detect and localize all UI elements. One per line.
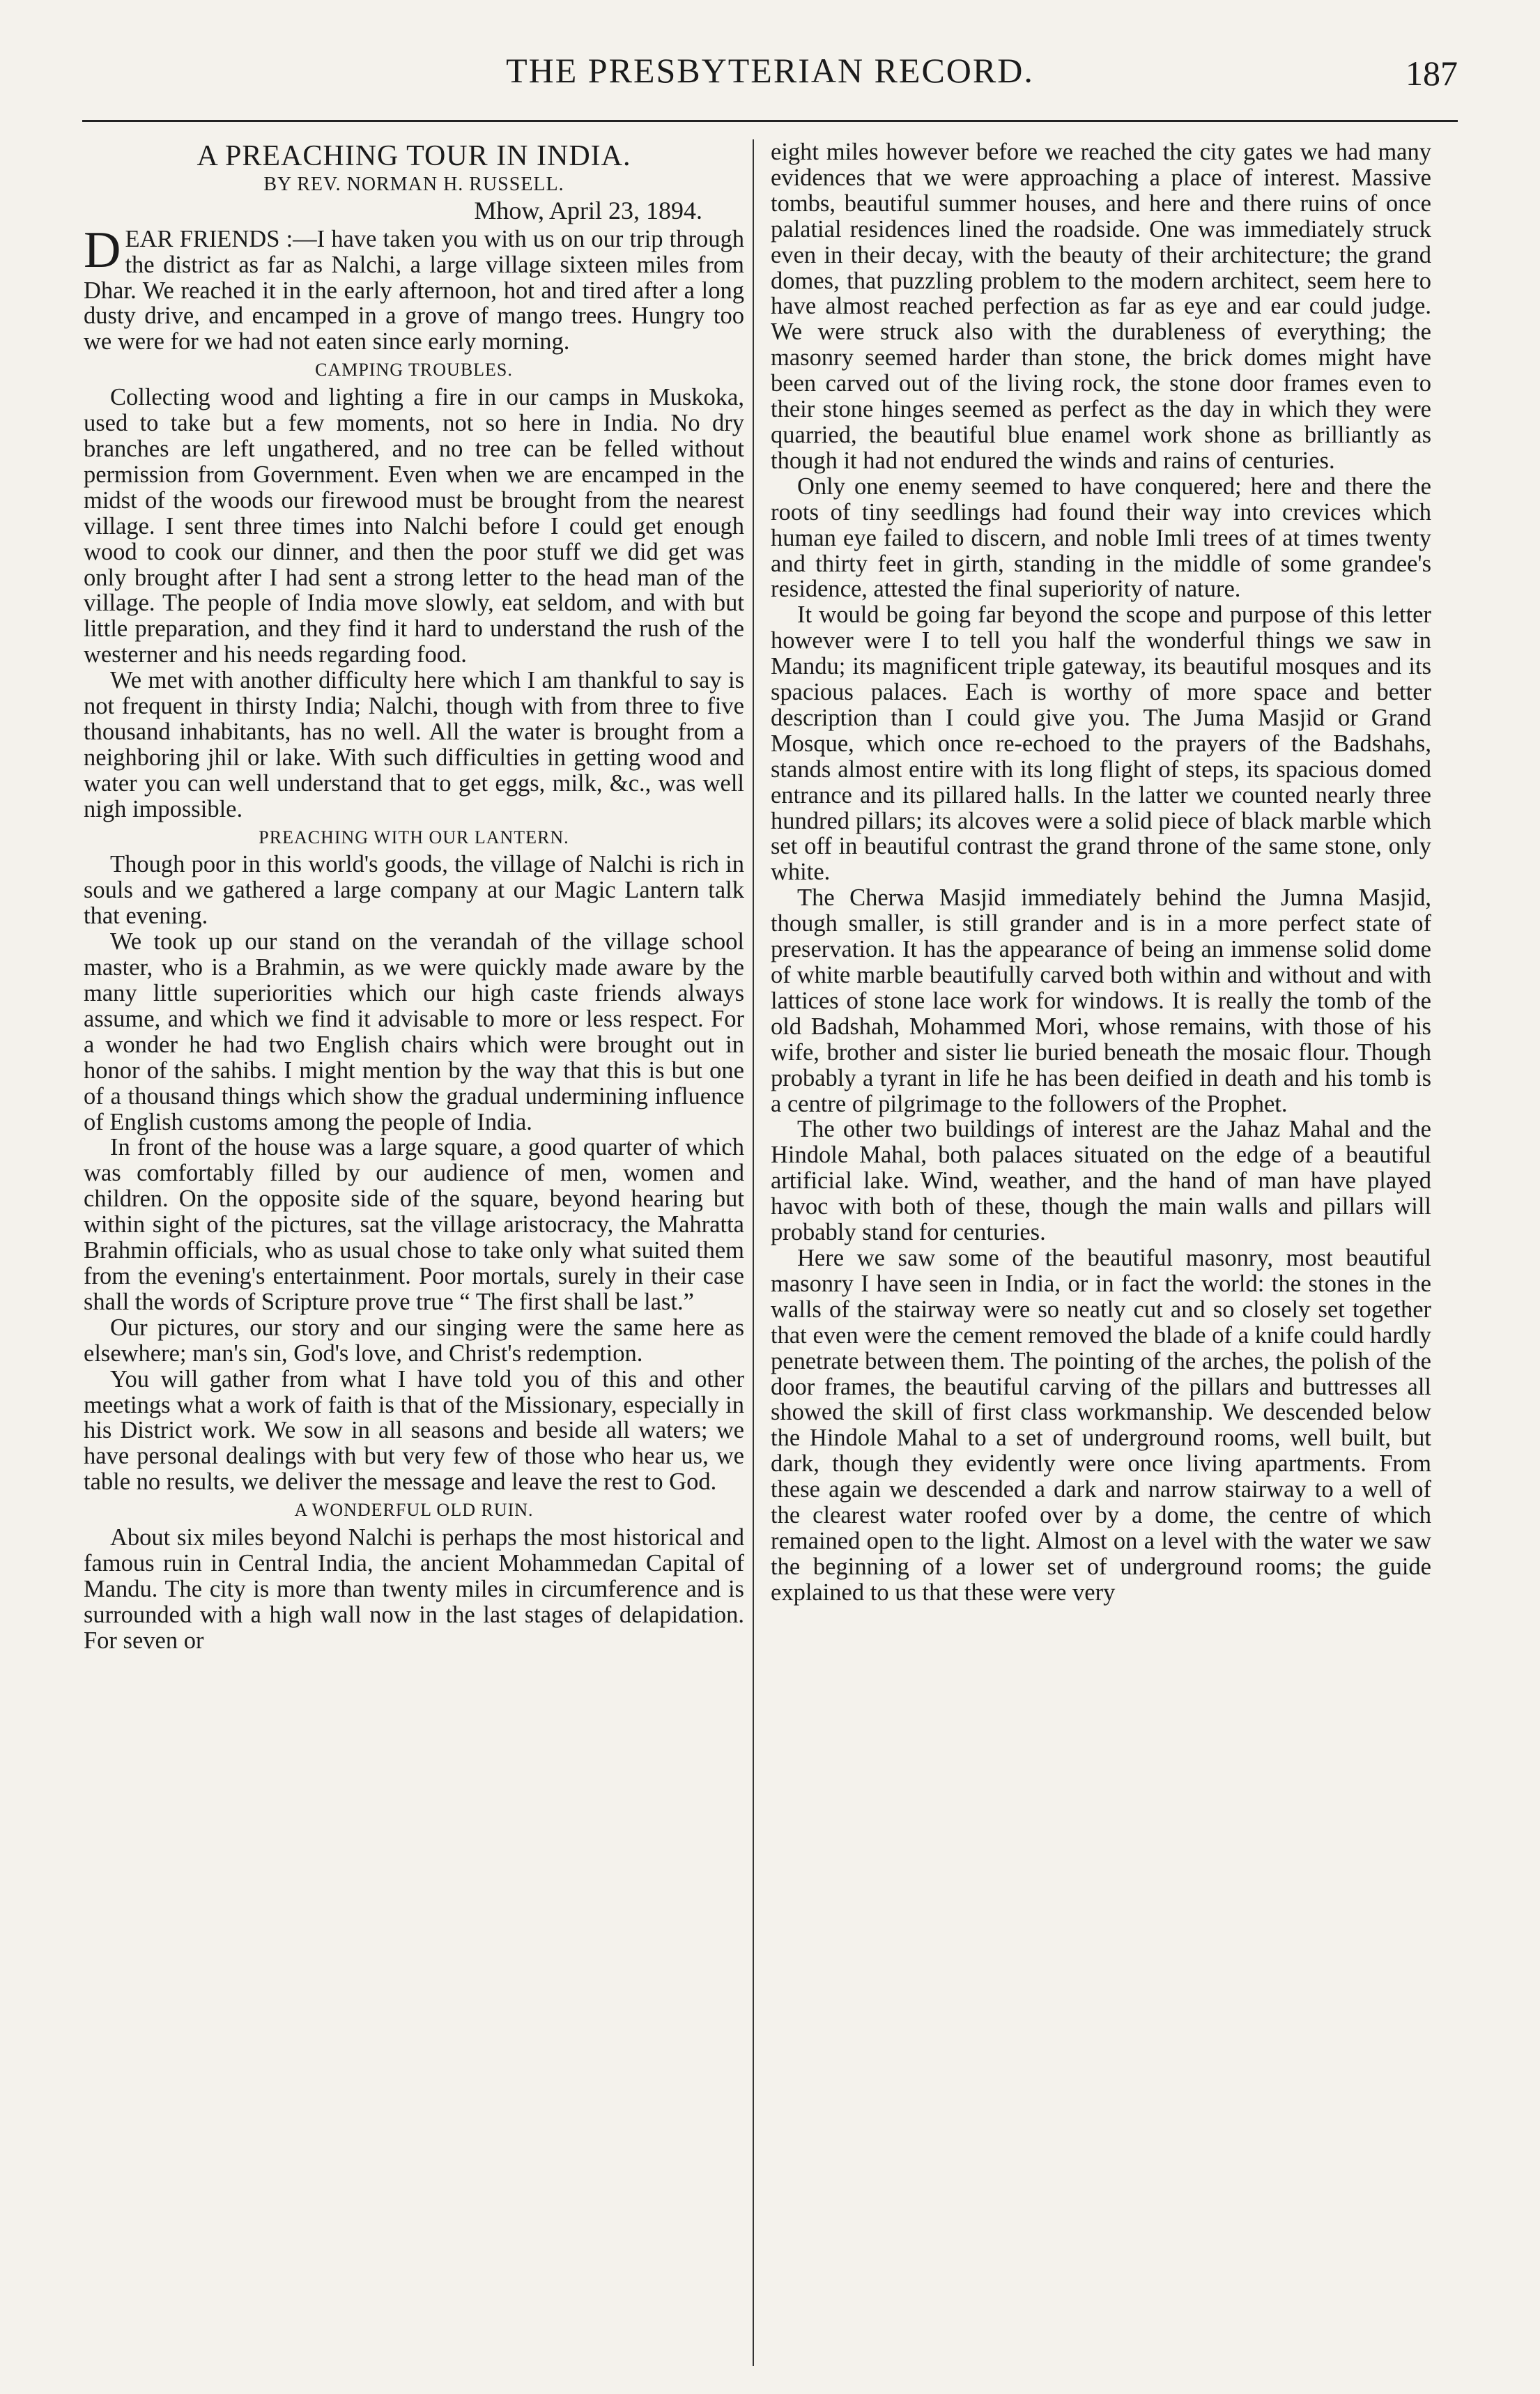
article-dateline: Mhow, April 23, 1894. [474,196,702,224]
journal-title: THE PRESBYTERIAN RECORD. [506,51,1034,90]
paragraph: In front of the house was a large square, a good quarter of which was comfortably filled by our audience of men, women and children. On the opposite side of the square, beyond hearing but within sight of the pictures, sat the village aristocracy, the Mahratta Brahmin officials, who as usual chose to take only what suited them from the evening's entertainment. Poor mortals, surely in their case shall the words of Scripture prove true “ The first shall be last.” [84,1134,744,1315]
paragraph: eight miles however before we reached the city gates we had many evidences that we were approaching a place of interest. Massive tombs, beautiful summer houses, and here and there ruins of once palatial residences lined the roadside. One was immediately struck even in their decay, with the beauty of their architecture; the grand domes, that puzzling problem to the modern architect, seem here to have almost reached perfection as far as eye and ear could judge. We were struck also with the durableness of everything; the masonry seemed harder than stone, the brick domes might have been carved out of the living rock, the stone door frames even to their stone hinges seemed as perfect as the day in which they were quarried, the beautiful blue enamel work shone as brilliantly as though it had not endured the winds and rains of centuries. [771,139,1431,474]
paragraph: Here we saw some of the beautiful masonry, most beautiful masonry I have seen in India, or in fact the world: the stones in the walls of the stairway were so neatly cut and so closely set together that even were the cement removed the blade of a knife could hardly penetrate between them. The pointing of the arches, the polish of the door frames, the beautiful carving of the pillars and buttresses all showed the skill of first class workmanship. We descended below the Hindole Mahal to a set of underground rooms, well built, but dark, though they evidently were once living apartments. From these again we descended a dark and narrow stairway to a well of the clearest water roofed over by a dome, the centre of which remained open to the light. Almost on a level with the water we saw the beginning of a lower set of underground rooms; the guide explained to us that these were very [771,1244,1431,1606]
paragraph: About six miles beyond Nalchi is perhaps the most historical and famous ruin in Central India, the ancient Mohammedan Capital of Mandu. The city is more than twenty miles in circumference and is surrounded with a high wall now in the last stages of delapidation. For seven or [84,1524,744,1654]
section-heading-camping: CAMPING TROUBLES. [315,360,513,381]
paragraph: The Cherwa Masjid immediately behind the Jumna Masjid, though smaller, is still grander and is in a more perfect state of preservation. It has the appearance of being an immense solid dome of white marble beautifully carved both within and without and with lattices of stone lace work for windows. It is really the tomb of the old Badshah, Mohammed Mori, whose remains, with those of his wife, brother and sister lie buried beneath the mosaic flour. Though probably a tyrant in life he has been deified in death and his tomb is a centre of pilgrimage to the followers of the Prophet. [771,884,1431,1117]
paragraph: We took up our stand on the verandah of the village school master, who is a Brahmin, as we were quickly made aware by the many little superiorities which our high caste friends always assume, and which we find it advisable to more or less respect. For a wonder he had two English chairs which were brought out in honor of the sahibs. I might mention by the way that this is but one of a thousand things which show the gradual undermining influence of English customs among the people of India. [84,928,744,1135]
opening-text: EAR FRIENDS :—I have taken you with us on our trip through the district as far as Nalchi, a large village sixteen miles from Dhar. We reached it in the early afternoon, hot and tired after a long dusty drive, and encamped in a grove of mango trees. Hungry too we were for we had not eaten since early morning. [84,225,744,355]
right-column [771,139,1431,1606]
paragraph: Our pictures, our story and our singing were the same here as elsewhere; man's sin, God's love, and Christ's redemption. [84,1314,744,1367]
section-heading-ruin: A WONDERFUL OLD RUIN. [294,1500,534,1521]
drop-cap: D [84,221,121,279]
paragraph: Though poor in this world's goods, the village of Nalchi is rich in souls and we gathered a large company at our Magic Lantern talk that evening. [84,851,744,930]
paragraph: You will gather from what I have told you of this and other meetings what a work of faith is that of the Missionary, especially in his District work. We sow in all seasons and beside all waters; we have personal dealings with but very few of those who hear us, we table no results, we deliver the message and leave the rest to God. [84,1365,744,1496]
paragraph: Collecting wood and lighting a fire in our camps in Muskoka, used to take but a few moments, not so here in India. No dry branches are left ungathered, and no tree can be felled without permission from Government. Even when we are encamped in the midst of the woods our firewood must be brought from the nearest village. I sent three times into Nalchi before I could get enough wood to cook our dinner, and then the poor stuff we did get was only brought after I had sent a strong letter to the head man of the village. The people of India move slowly, eat seldom, and with but little preparation, and they find it hard to understand the rush of the westerner and his needs regarding food. [84,384,744,668]
paragraph: We met with another difficulty here which I am thankful to say is not frequent in thirsty India; Nalchi, though with from three to five thousand inhabitants, has no well. All the water is brought from a neighboring jhil or lake. With such difficulties in getting wood and water you can well understand that to get eggs, milk, &c., was well nigh impossible. [84,667,744,822]
section-heading-lantern: PREACHING WITH OUR LANTERN. [259,827,569,847]
paragraph: The other two buildings of interest are the Jahaz Mahal and the Hindole Mahal, both palaces situated on the edge of a beautiful artificial lake. Wind, weather, and the hand of man have played havoc with both of these, though the main walls and pillars will probably stand for centuries. [771,1116,1431,1246]
article-byline: BY REV. NORMAN H. RUSSELL. [263,173,564,195]
paragraph: Only one enemy seemed to have conquered; here and there the roots of tiny seedlings had found their way into crevices which human eye failed to discern, and noble Imli trees of at times twenty and thirty feet in girth, standing in the middle of some grandee's residence, attested the final superiority of nature. [771,473,1431,603]
page-header [82,43,1458,122]
paragraph: It would be going far beyond the scope and purpose of this letter however were I to tell you half the wonderful things we saw in Mandu; its magnificent triple gateway, its beautiful mosques and its spacious palaces. Each is worthy of more space and better description than I could give you. The Juma Masjid or Grand Mosque, which once re-echoed to the prayers of the Badshahs, stands almost entire with its long flight of steps, its spacious domed entrance and its pillared halls. In the latter we counted nearly three hundred pillars; its alcoves were a solid piece of black marble which set off in beautiful contrast the grand throne of the same stone, only white. [771,601,1431,886]
opening-paragraph [84,221,744,355]
article-title: A PREACHING TOUR IN INDIA. [197,140,631,172]
page-number: 187 [1406,54,1458,93]
column-divider [753,139,754,2366]
left-column [84,139,744,1654]
